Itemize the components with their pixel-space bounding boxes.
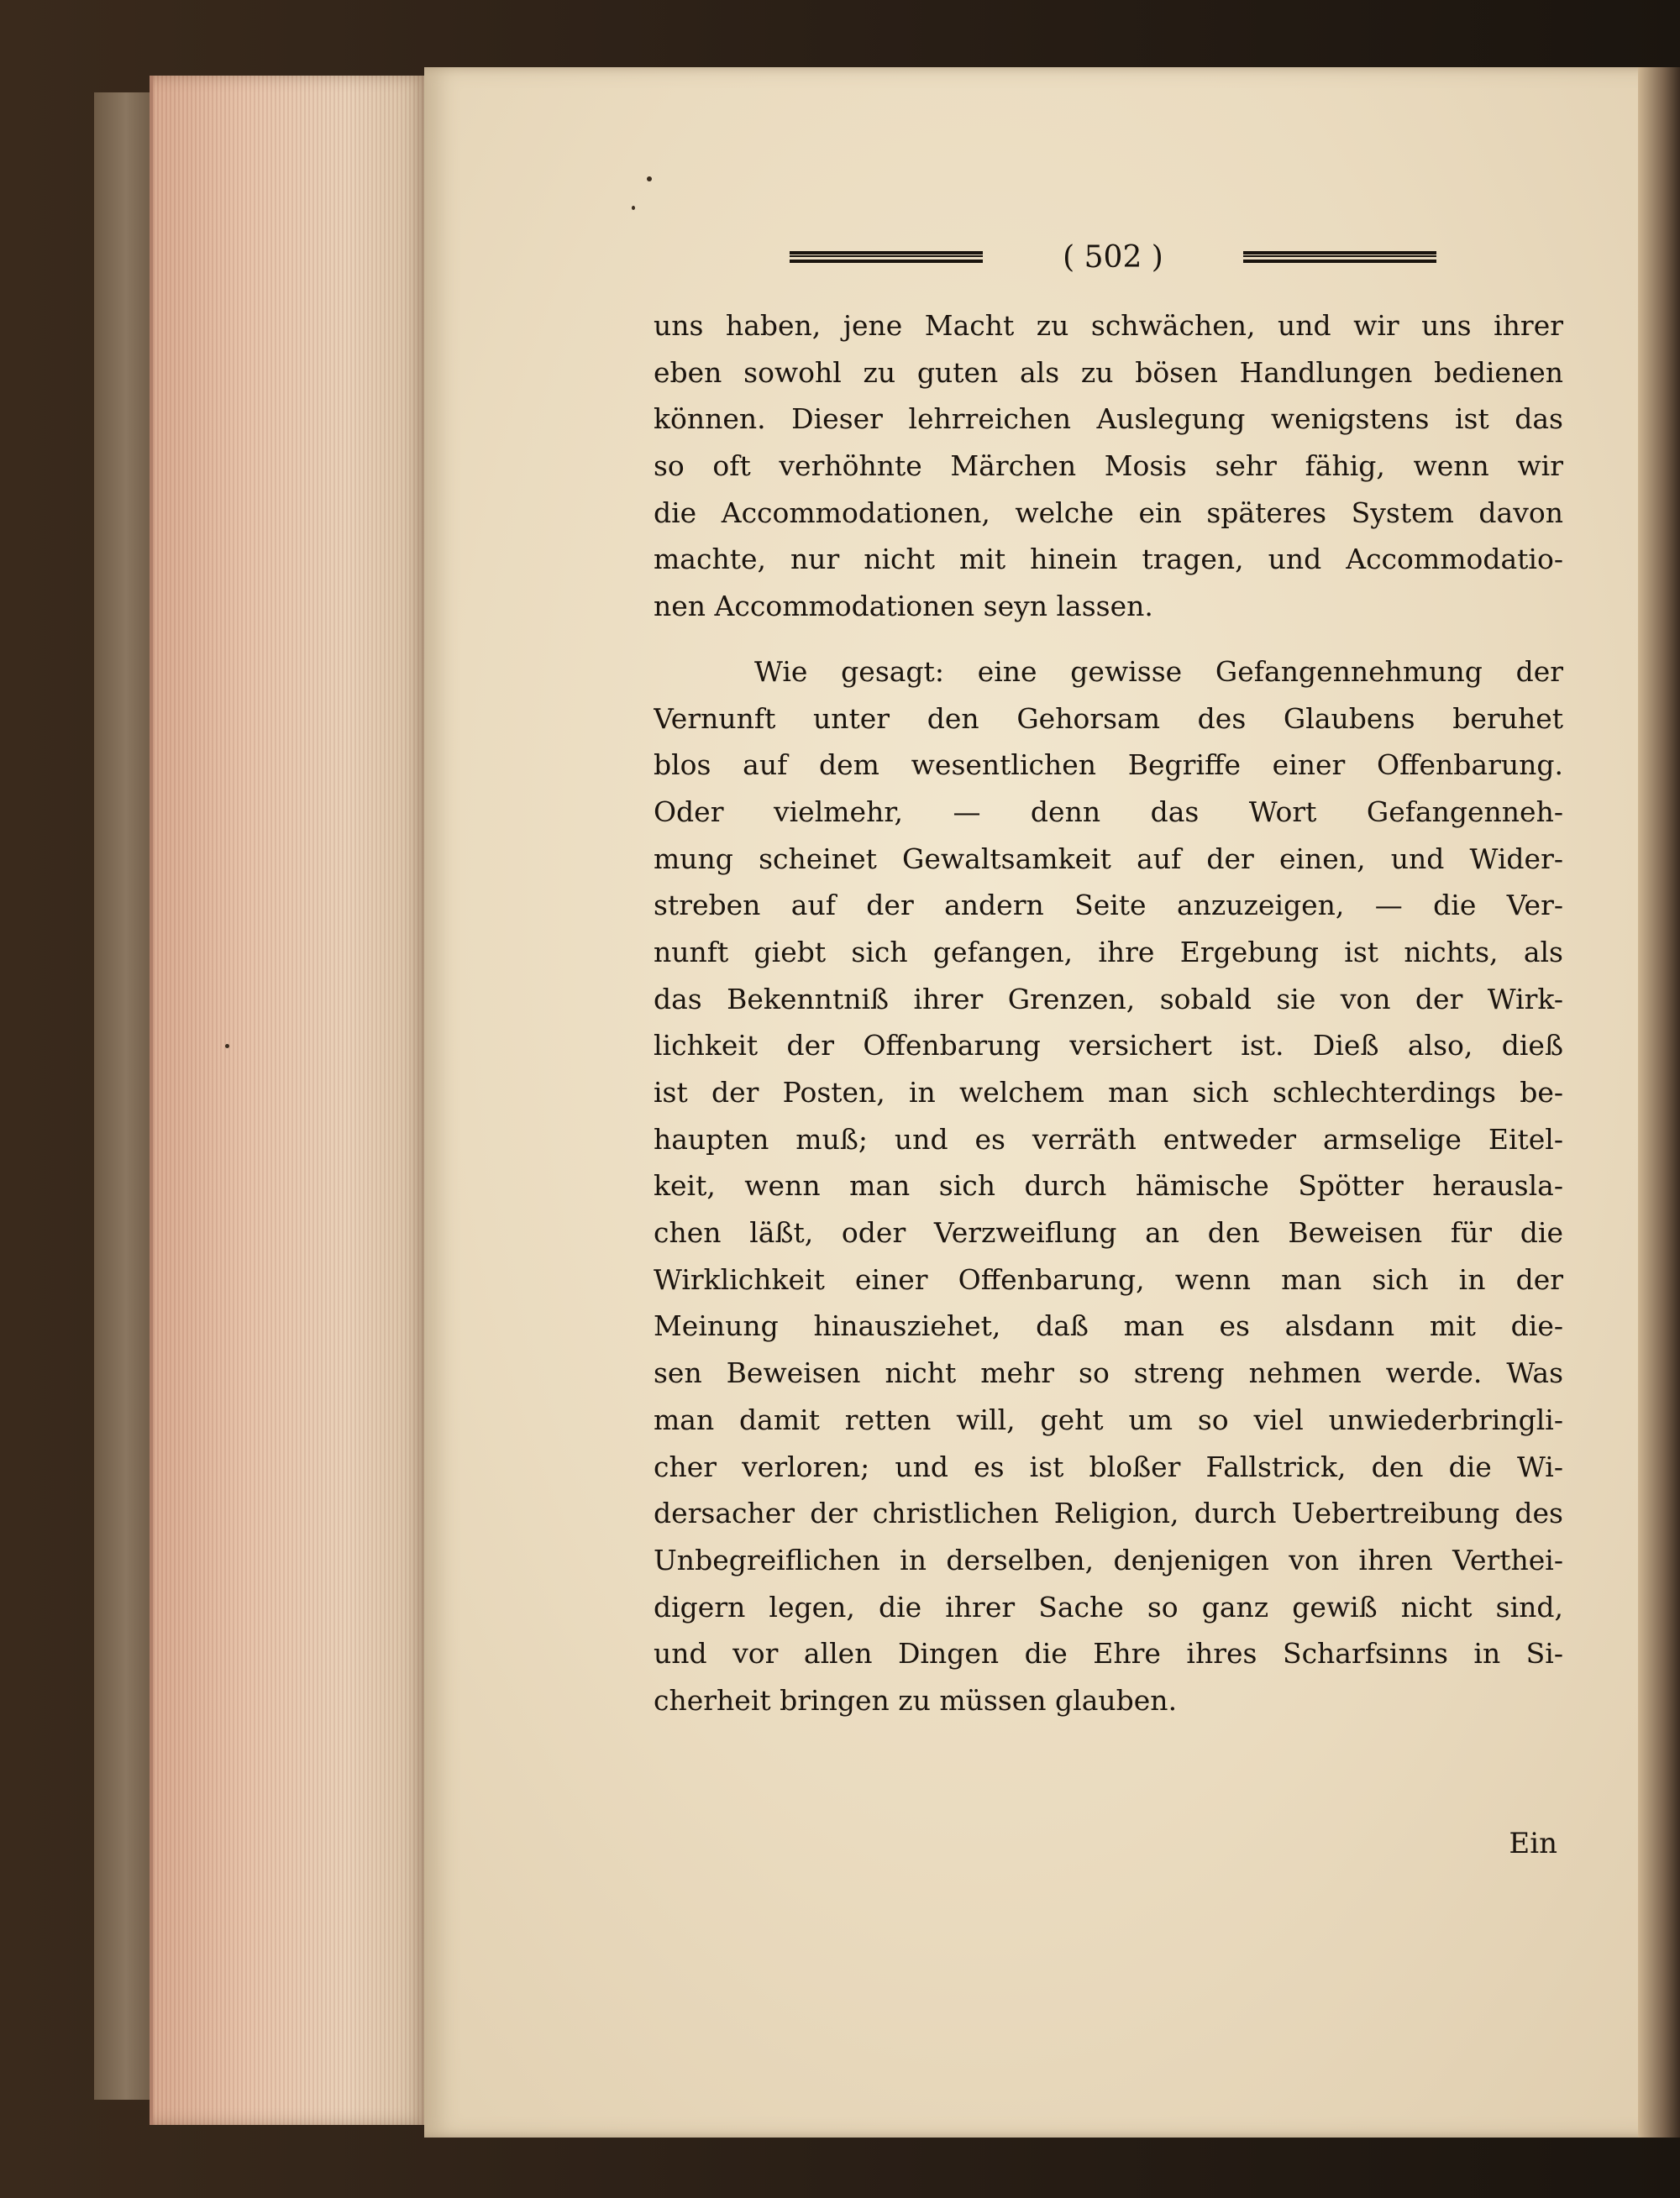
text-line: Oder vielmehr, — denn das Wort Gefangenneh- xyxy=(654,795,1563,828)
text-line: streben auf der andern Seite anzuzeigen, — die Ver- xyxy=(654,889,1563,922)
paper-speck xyxy=(647,176,652,181)
paragraph-2 xyxy=(654,648,1563,1724)
text-line: können. Dieser lehrreichen Auslegung wenigstens ist das xyxy=(654,402,1563,436)
text-line: Unbegreiflichen in derselben, denjenigen von ihren Verthei- xyxy=(654,1543,1563,1576)
text-line: die Accommodationen, welche ein späteres System davon xyxy=(654,496,1563,529)
text-line: Wirklichkeit einer Offenbarung, wenn man sich in der xyxy=(654,1262,1563,1296)
catchword: Ein xyxy=(1509,1827,1557,1860)
text-line: ist der Posten, in welchem man sich schlechterdings be- xyxy=(654,1076,1563,1109)
text-line: cherheit bringen zu müssen glauben. xyxy=(654,1683,1178,1717)
page-gutter-shadow xyxy=(1638,67,1680,2138)
text-line: Wie gesagt: eine gewisse Gefangennehmung der xyxy=(754,654,1563,688)
text-line: so oft verhöhnte Märchen Mosis sehr fähig, wenn wir xyxy=(654,449,1563,483)
text-line: eben sowohl zu guten als zu bösen Handlungen bedienen xyxy=(654,355,1563,389)
text-line: lichkeit der Offenbarung versichert ist. Dieß also, dieß xyxy=(654,1029,1563,1062)
text-line: Meinung hinausziehet, daß man es alsdann mit die- xyxy=(654,1309,1563,1343)
text-line: sen Beweisen nicht mehr so streng nehmen werde. Was xyxy=(654,1356,1563,1390)
text-line: chen läßt, oder Verzweiflung an den Beweisen für die xyxy=(654,1216,1563,1250)
paper-speck xyxy=(225,1044,229,1048)
text-line: Vernunft unter den Gehorsam des Glaubens beruhet xyxy=(654,701,1563,735)
text-line: cher verloren; und es ist bloßer Fallstrick, den die Wi- xyxy=(654,1450,1563,1483)
text-line: mung scheinet Gewaltsamkeit auf der einen, und Wider- xyxy=(654,842,1563,875)
paragraph-gap xyxy=(654,630,1563,648)
running-header xyxy=(790,237,1436,279)
text-line: digern legen, die ihrer Sache so ganz gewiß nicht sind, xyxy=(654,1590,1563,1624)
text-line: man damit retten will, geht um so viel unwiederbringli- xyxy=(654,1403,1563,1436)
text-line: nen Accommodationen seyn lassen. xyxy=(654,590,1153,623)
text-line: machte, nur nicht mit hinein tragen, und Accommodatio- xyxy=(654,543,1563,576)
paper-speck xyxy=(632,206,635,210)
text-line: uns haben, jene Macht zu schwächen, und wir uns ihrer xyxy=(654,309,1563,342)
page-number: ( 502 ) xyxy=(1063,240,1163,275)
text-line: nunft giebt sich gefangen, ihre Ergebung ist nichts, als xyxy=(654,935,1563,968)
text-line: und vor allen Dingen die Ehre ihres Scharfsinns in Si- xyxy=(654,1637,1563,1671)
paragraph-1 xyxy=(654,302,1563,630)
text-line: keit, wenn man sich durch hämische Spötter herauslа- xyxy=(654,1169,1563,1203)
body-text xyxy=(654,302,1563,1724)
text-line: dersacher der christlichen Religion, durch Uebertreibung des xyxy=(654,1497,1563,1530)
text-line: haupten muß; und es verräth entweder armselige Eitel- xyxy=(654,1122,1563,1156)
text-line: das Bekenntniß ihrer Grenzen, sobald sie von der Wirk- xyxy=(654,982,1563,1015)
text-line: blos auf dem wesentlichen Begriffe einer Offenbarung. xyxy=(654,748,1563,782)
page-block-edge xyxy=(150,76,430,2125)
header-rule-right xyxy=(1243,251,1436,263)
